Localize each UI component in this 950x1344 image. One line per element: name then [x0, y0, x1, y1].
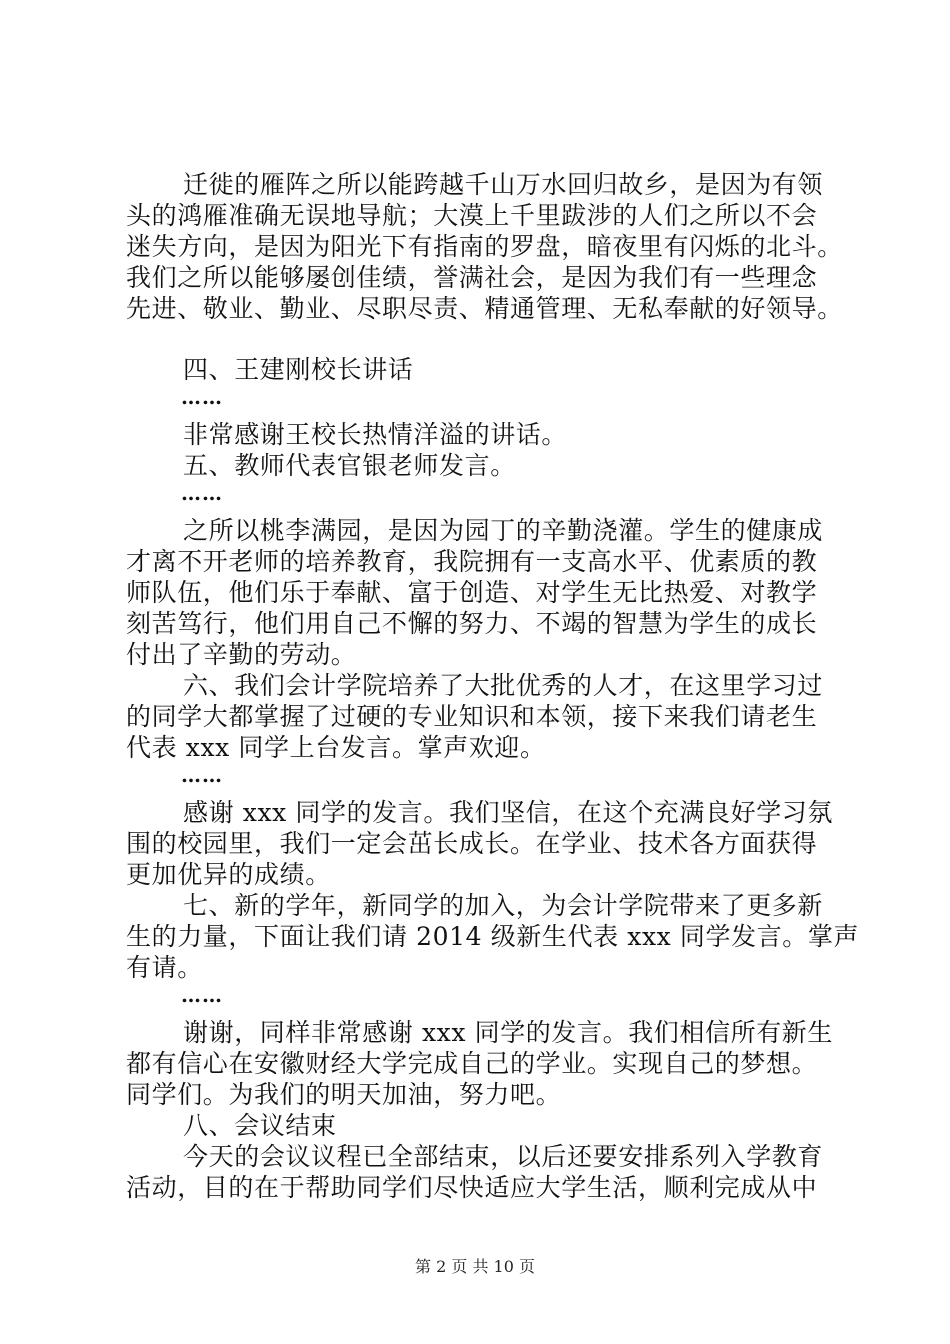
paragraph-line: 代表 xxx 同学上台发言。掌声欢迎。 — [126, 733, 546, 762]
spacer — [126, 1009, 846, 1017]
section-heading-8: 八、会议结束 — [183, 1111, 337, 1140]
paragraph-line: 今天的会议议程已全部结束，以后还要安排系列入学教育 — [183, 1142, 824, 1171]
paragraph-line: 谢谢，同样非常感谢 xxx 同学的发言。我们相信所有新生 — [183, 1018, 833, 1047]
spacer — [126, 789, 846, 797]
paragraph-line: 师队伍，他们乐于奉献、富于创造、对学生无比热爱、对教学 — [126, 578, 818, 607]
section-heading-4: 四、王建刚校长讲话 — [183, 355, 414, 384]
page-number-footer: 第 2 页 共 10 页 — [415, 1257, 535, 1276]
paragraph-line: 都有信心在安徽财经大学完成自己的学业。实现自己的梦想。 — [126, 1049, 818, 1078]
paragraph-line: 非常感谢王校长热情洋溢的讲话。 — [183, 420, 568, 449]
paragraph-line: 同学们。为我们的明天加油，努力吧。 — [126, 1080, 562, 1109]
paragraph-line: 刻苦笃行，他们用自己不懈的努力、不竭的智慧为学生的成长 — [126, 609, 818, 638]
document-body — [126, 169, 860, 1203]
section-heading-5: 五、教师代表官银老师发言。 — [183, 451, 516, 480]
paragraph-line: 更加优异的成绩。 — [126, 860, 331, 889]
paragraph-line: 迁徙的雁阵之所以能跨越千山万水回归故乡，是因为有领 — [183, 170, 824, 199]
paragraph-line: 的同学大都掌握了过硬的专业知识和本领，接下来我们请老生 — [126, 702, 818, 731]
paragraph-line: 有请。 — [126, 953, 203, 982]
paragraph-line: 迷失方向，是因为阳光下有指南的罗盘，暗夜里有闪烁的北斗。 — [126, 232, 843, 261]
paragraph-line: 围的校园里，我们一定会茁长成长。在学业、技术各方面获得 — [126, 829, 818, 858]
ellipsis: …… — [181, 763, 223, 787]
paragraph-line: 生的力量，下面让我们请 2014 级新生代表 xxx 同学发言。掌声 — [126, 922, 860, 951]
paragraph-line: 之所以桃李满园，是因为园丁的辛勤浇灌。学生的健康成 — [183, 516, 824, 545]
section-heading-7: 七、新的学年，新同学的加入，为会计学院带来了更多新 — [183, 891, 824, 920]
paragraph-line: 才离不开老师的培养教育，我院拥有一支高水平、优素质的教 — [126, 547, 818, 576]
paragraph-line: 我们之所以能够屡创佳绩，誉满社会，是因为我们有一些理念 — [126, 263, 818, 292]
paragraph-line: 付出了辛勤的劳动。 — [126, 640, 357, 669]
spacer — [126, 411, 846, 419]
ellipsis: …… — [181, 983, 223, 1007]
paragraph-line: 活动，目的在于帮助同学们尽快适应大学生活，顺利完成从中 — [126, 1173, 818, 1202]
section-heading-6: 六、我们会计学院培养了大批优秀的人才，在这里学习过 — [183, 671, 824, 700]
paragraph-line: 先进、敬业、勤业、尽职尽责、精通管理、无私奉献的好领导。 — [126, 294, 843, 323]
ellipsis: …… — [181, 385, 223, 409]
paragraph-line: 感谢 xxx 同学的发言。我们坚信，在这个充满良好学习氛 — [183, 798, 833, 827]
ellipsis: …… — [181, 481, 223, 505]
spacer — [126, 507, 846, 515]
paragraph-line: 头的鸿雁准确无误地导航；大漠上千里跋涉的人们之所以不会 — [126, 201, 818, 230]
spacer — [126, 324, 846, 354]
